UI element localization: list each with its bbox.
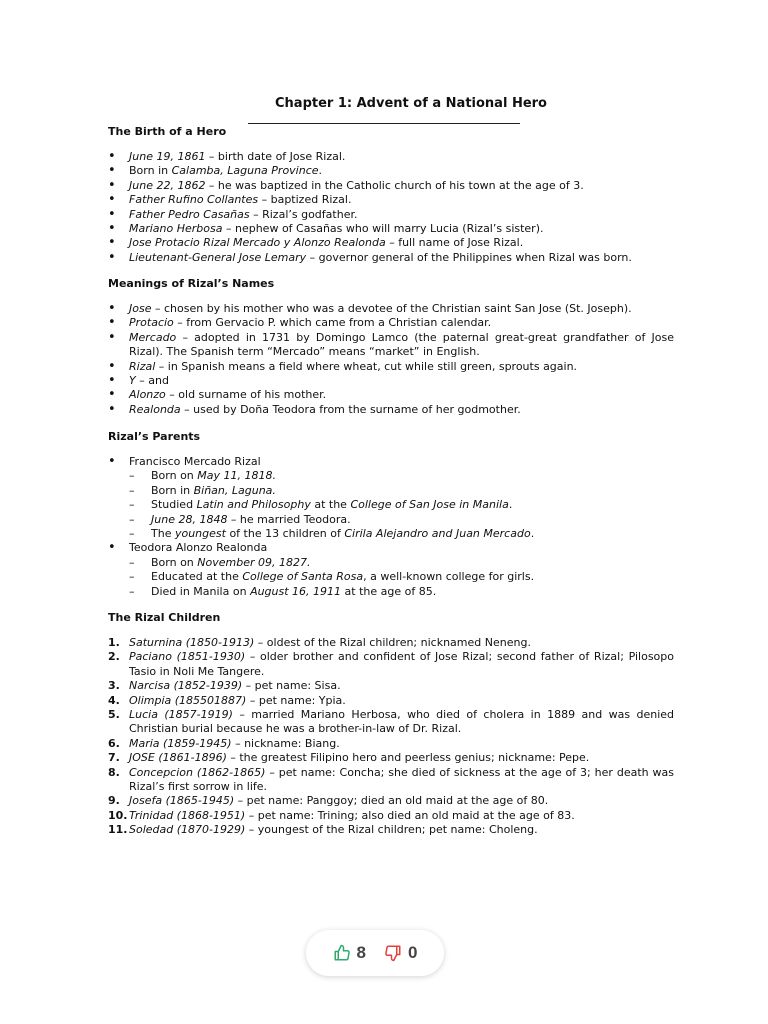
list-item: – Born on November 09, 1827. xyxy=(129,556,674,570)
list-item: – Born on May 11, 1818. xyxy=(129,469,674,483)
vote-bar xyxy=(306,930,444,976)
names-list xyxy=(108,302,674,417)
parents-list xyxy=(108,455,674,599)
downvote-count: 0 xyxy=(408,943,418,962)
list-item: 11. Soledad (1870-1929) – youngest of the Rizal children; pet name: Choleng. xyxy=(108,823,538,837)
downvote-button[interactable] xyxy=(384,943,417,963)
list-item: • Jose Protacio Rizal Mercado y Alonzo Realonda – full name of Jose Rizal. xyxy=(108,236,674,250)
list-item: • June 19, 1861 – birth date of Jose Rizal. xyxy=(108,150,674,164)
list-item: 10. Trinidad (1868-1951) – pet name: Trining; also died an old maid at the age of 83. xyxy=(108,808,575,822)
list-item: – Born in Biñan, Laguna. xyxy=(129,484,674,498)
list-item: • Alonzo – old surname of his mother. xyxy=(108,388,674,402)
list-item: 8. Concepcion (1862-1865) – pet name: Concha; she died of sickness at the age of 3; her death was Rizal’s first sorrow in life. xyxy=(108,765,674,794)
section-names xyxy=(108,277,674,417)
section-parents xyxy=(108,430,674,599)
mother-details xyxy=(129,556,674,599)
list-item: • Lieutenant-General Jose Lemary – governor general of the Philippines when Rizal was born. xyxy=(108,251,674,265)
list-item: • Father Rufino Collantes – baptized Rizal. xyxy=(108,193,674,207)
upvote-button[interactable] xyxy=(333,943,366,963)
list-item: • Rizal – in Spanish means a field where wheat, cut while still green, sprouts again. xyxy=(108,360,674,374)
section-heading: The Rizal Children xyxy=(108,611,221,624)
list-item: • Mercado – adopted in 1731 by Domingo Lamco (the paternal great-great grandfather of Jose Rizal). The Spanish term “Mercado” means “market” in English. xyxy=(108,331,674,360)
list-item: – Died in Manila on August 16, 1911 at the age of 85. xyxy=(129,585,674,599)
page-title: Chapter 1: Advent of a National Hero xyxy=(275,96,547,111)
father-details xyxy=(129,469,674,541)
list-item: • Mariano Herbosa – nephew of Casañas who will marry Lucia (Rizal’s sister). xyxy=(108,222,674,236)
section-heading: Rizal’s Parents xyxy=(108,430,201,443)
list-item: 2. Paciano (1851-1930) – older brother and confident of Jose Rizal; second father of Rizal; Pilosopo Tasio in Noli Me Tangere. xyxy=(108,650,674,678)
list-item: 5. Lucia (1857-1919) – married Mariano Herbosa, who died of cholera in 1889 and was denied Christian burial because he was a brother-in-law of Dr. Rizal. xyxy=(108,708,675,736)
list-item: – Studied Latin and Philosophy at the College of San Jose in Manila. xyxy=(129,498,674,512)
thumbs-down-icon xyxy=(384,944,402,962)
upvote-count: 8 xyxy=(356,943,366,962)
list-item: 7. JOSE (1861-1896) – the greatest Filipino hero and peerless genius; nickname: Pepe. xyxy=(108,751,590,765)
birth-list xyxy=(108,150,674,265)
section-children xyxy=(108,611,674,838)
thumbs-up-icon xyxy=(333,944,351,962)
list-item: 6. Maria (1859-1945) – nickname: Biang. xyxy=(108,736,340,750)
section-heading: Meanings of Rizal’s Names xyxy=(108,277,275,290)
list-item: 9. Josefa (1865-1945) – pet name: Panggoy; died an old maid at the age of 80. xyxy=(108,794,549,808)
list-item: • Teodora Alonzo Realonda – Born on November 09, 1827. – Educated at the College of Santa Rosa, a well-known college for girls. – Died in Manila on August 16, 1911 at the age of 85. xyxy=(108,541,674,599)
list-item: 4. Olimpia (185501887) – pet name: Ypia. xyxy=(108,693,346,707)
list-item: • June 22, 1862 – he was baptized in the Catholic church of his town at the age of 3. xyxy=(108,179,674,193)
list-item: 3. Narcisa (1852-1939) – pet name: Sisa. xyxy=(108,679,341,693)
list-item: – Educated at the College of Santa Rosa, a well-known college for girls. xyxy=(129,570,674,584)
list-item: • Francisco Mercado Rizal – Born on May 11, 1818. – Born in Biñan, Laguna. – Studied Latin and Philosophy at the College of San Jose in Manila. – June 28, 1848 – he married Teodora. – The youngest of the 13 children of Cirila Alejandro and Juan Mercado. xyxy=(108,455,674,541)
list-item: – The youngest of the 13 children of Cirila Alejandro and Juan Mercado. xyxy=(129,527,674,541)
list-item: – June 28, 1848 – he married Teodora. xyxy=(129,513,674,527)
list-item: • Born in Calamba, Laguna Province. xyxy=(108,164,674,178)
document-page xyxy=(108,96,675,837)
section-birth xyxy=(108,125,674,265)
children-list xyxy=(108,636,674,838)
list-item: • Realonda – used by Doña Teodora from the surname of her godmother. xyxy=(108,403,674,417)
list-item: 1. Saturnina (1850-1913) – oldest of the Rizal children; nicknamed Neneng. xyxy=(108,636,531,649)
list-item: • Jose – chosen by his mother who was a devotee of the Christian saint San Jose (St. Joseph). xyxy=(108,302,674,316)
list-item: • Father Pedro Casañas – Rizal’s godfather. xyxy=(108,208,674,222)
section-heading: The Birth of a Hero xyxy=(108,125,227,138)
title-underline xyxy=(248,123,520,124)
list-item: • Protacio – from Gervacio P. which came from a Christian calendar. xyxy=(108,316,674,330)
list-item: • Y – and xyxy=(108,374,674,388)
